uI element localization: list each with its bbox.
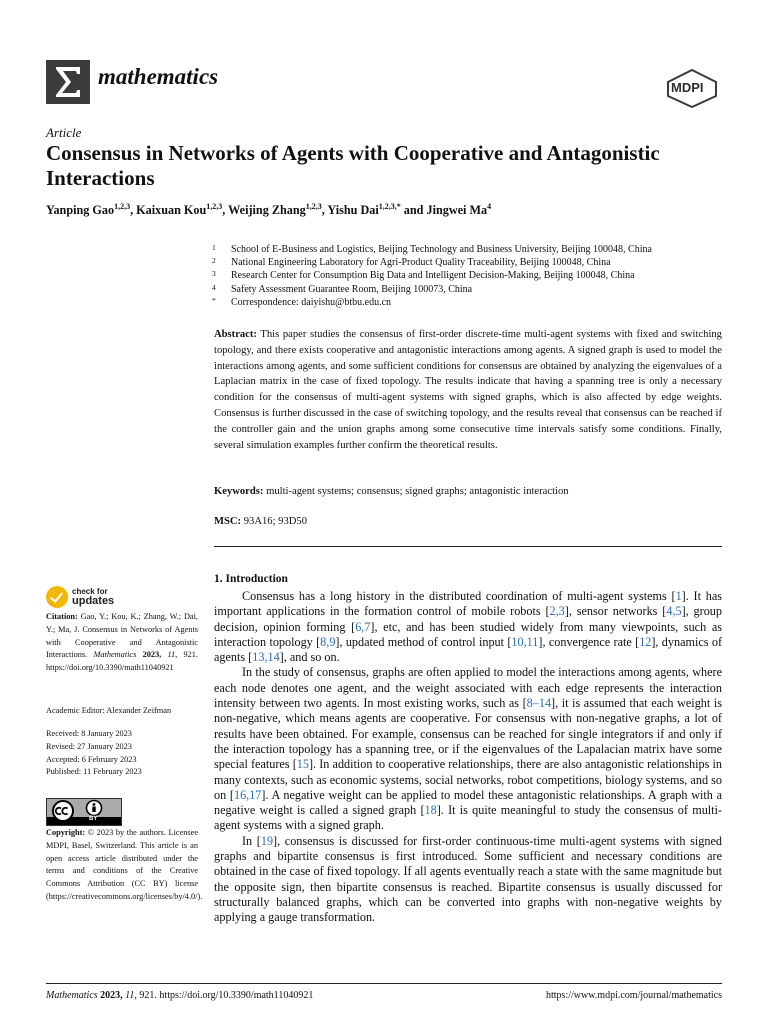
paragraph bbox=[214, 589, 722, 665]
date-item: Accepted: 6 February 2023 bbox=[46, 754, 137, 764]
paragraph bbox=[214, 834, 722, 926]
msc-text: 93A16; 93D50 bbox=[243, 516, 308, 527]
reference-link[interactable]: 13,14 bbox=[252, 650, 280, 665]
citation-year: 2023, bbox=[142, 650, 162, 660]
paragraph-text: In [ bbox=[242, 833, 261, 848]
date-item: Published: 11 February 2023 bbox=[46, 767, 142, 777]
author-separator: , bbox=[321, 203, 328, 218]
reference-link[interactable]: 12 bbox=[639, 634, 652, 649]
footer-citation bbox=[46, 990, 313, 1001]
copyright-notice bbox=[46, 827, 203, 904]
affiliation-item bbox=[212, 256, 732, 269]
reference-link[interactable]: 19 bbox=[260, 833, 274, 848]
msc-codes bbox=[214, 514, 722, 530]
author-affiliation-marker: 1,2,3,* bbox=[378, 202, 401, 211]
footer-doi-link[interactable]: 921. https://doi.org/10.3390/math11040921 bbox=[139, 990, 314, 1001]
author-affiliation-marker: 1,2,3 bbox=[305, 202, 322, 211]
affiliation-text: Correspondence: daiyishu@btbu.edu.cn bbox=[231, 296, 392, 308]
check-line2: updates bbox=[72, 595, 115, 607]
affiliation-number: 2 bbox=[212, 256, 216, 266]
affiliation-number: 1 bbox=[212, 243, 216, 252]
citation-label: Citation: bbox=[46, 612, 78, 621]
paragraph-text: ]. In addition to cooperative relationships, there are also antagonistic relationships in many contexts, such as economic systems, social networks, robot competitions, biology systems, and so on [ bbox=[214, 757, 723, 802]
date-item: Revised: 27 January 2023 bbox=[46, 741, 132, 751]
introduction-body bbox=[214, 589, 722, 926]
footer-year: 2023, bbox=[100, 990, 123, 1001]
citation bbox=[46, 611, 198, 675]
keywords bbox=[214, 484, 722, 500]
abstract-label: Abstract: bbox=[214, 329, 257, 340]
keywords-label: Keywords: bbox=[214, 486, 264, 497]
paragraph-text: ]. It has important applications in the formation control of mobile robots [ bbox=[214, 589, 722, 619]
date-item: Received: 8 January 2023 bbox=[46, 729, 132, 738]
reference-link[interactable]: 16,17 bbox=[233, 787, 262, 802]
academic-editor: Academic Editor: Alexander Zeifman bbox=[46, 706, 172, 715]
journal-name: mathematics bbox=[98, 64, 219, 89]
mdpi-logo-text: MDPI bbox=[671, 80, 704, 95]
paragraph-text: ], sensor networks [ bbox=[564, 604, 667, 619]
author-list bbox=[46, 202, 726, 218]
citation-volume: 11, bbox=[167, 650, 178, 660]
article-type: Article bbox=[46, 125, 82, 140]
author-affiliation-marker: 1,2,3 bbox=[206, 202, 223, 211]
paragraph-text: ], etc, and has been studied widely from many viewpoints, such as interaction topology [ bbox=[214, 619, 722, 649]
author-affiliation-marker: 1,2,3 bbox=[114, 202, 131, 211]
reference-link[interactable]: 6,7 bbox=[355, 619, 371, 634]
affiliation-number: 3 bbox=[212, 269, 216, 279]
author-separator: , bbox=[222, 203, 229, 218]
section-divider bbox=[214, 546, 722, 547]
paragraph-text: ], consensus is discussed for first-order continuous-time multi-agent systems with signed graphs and bipartite consensus is first introduced. Some sufficient and necessary conditions are obtained in the case of fixed topology. If all agents eventually reach a state with the same magnitude but the opposite sign, then bipartite consensus is reached. Bipartite consensus is usually discussed for structurally balanced graphs, which can be converted into graphs with non-negative weights by applying a gauge transformation. bbox=[214, 833, 722, 925]
paragraph-text: ]. A negative weight can be applied to model these antagonistic relationships. A graph with a negative weight is called a signed graph [ bbox=[214, 787, 722, 818]
copyright-label: Copyright: bbox=[46, 828, 86, 837]
paragraph-text: ], dynamics of agents [ bbox=[214, 634, 723, 665]
author-name: Weijing Zhang bbox=[228, 203, 306, 218]
affiliation-item bbox=[212, 243, 732, 256]
footer-journal: Mathematics bbox=[46, 990, 98, 1001]
check-line1: check for bbox=[72, 587, 108, 596]
paragraph-text: ]. It is quite meaningful to study the consensus of multi-agent systems with a signed graph. bbox=[214, 803, 722, 833]
abstract bbox=[214, 327, 722, 453]
reference-link[interactable]: 4,5 bbox=[666, 604, 682, 619]
check-for-updates-button[interactable] bbox=[46, 585, 186, 609]
citation-doi-link[interactable]: 921. https://doi.org/10.3390/math11040921 bbox=[46, 650, 199, 673]
paragraph-text: ], updated method of control input [ bbox=[335, 634, 512, 649]
paper-title: Consensus in Networks of Agents with Cooperative and Antagonistic Interactions bbox=[46, 141, 660, 190]
affiliation-item bbox=[212, 296, 732, 309]
author-name: Yishu Dai bbox=[327, 203, 379, 218]
affiliation-item bbox=[212, 269, 732, 282]
reference-link[interactable]: 18 bbox=[424, 803, 437, 818]
paragraph bbox=[214, 665, 722, 833]
citation-text: Gao, Y.; Kou, K.; Zhang, W.; Dai, Y.; Ma, J. Consensus in Networks of Agents with Cooperative and Antagonistic Interactions. bbox=[46, 612, 198, 660]
license-badge-label: BY bbox=[89, 816, 98, 822]
author-separator: , bbox=[130, 203, 137, 218]
author-separator: and bbox=[400, 203, 427, 218]
footer-volume: 11, bbox=[125, 990, 137, 1001]
paragraph-text: Consensus has a long history in the distributed coordination of multi-agent systems [ bbox=[242, 589, 676, 603]
affiliation-text: School of E-Business and Logistics, Beijing Technology and Business University, Beijing 100048, China bbox=[231, 244, 652, 255]
copyright-text: © 2023 by the authors. Licensee MDPI, Basel, Switzerland. This article is an open access article distributed under the terms and conditions of the Creative Commons Attribution (CC BY) license (https://creativecommons.org/licenses/by/4.0/). bbox=[46, 828, 203, 901]
paragraph-text: In the study of consensus, graphs are often applied to model the interactions among agents, where each node denotes one agent, and the weight associated with each edge represents the interaction intensity between two agents. In most existing works, such as [ bbox=[214, 665, 722, 711]
cc-by-license-badge[interactable] bbox=[46, 798, 122, 826]
affiliation-number: * bbox=[212, 295, 216, 305]
mdpi-logo bbox=[666, 68, 718, 108]
author-name: Yanping Gao bbox=[46, 203, 115, 218]
reference-link[interactable]: 2,3 bbox=[549, 604, 565, 619]
affiliation-item bbox=[212, 283, 732, 296]
section-heading: 1. Introduction bbox=[214, 573, 288, 585]
reference-link[interactable]: 8,9 bbox=[320, 634, 336, 649]
affiliations bbox=[212, 243, 732, 309]
sigma-icon bbox=[53, 65, 83, 99]
paragraph-text: ], convergence rate [ bbox=[538, 634, 640, 649]
paragraph-text: ], and so on. bbox=[279, 650, 340, 665]
affiliation-text: Safety Assessment Guarantee Room, Beijing 100073, China bbox=[231, 283, 473, 295]
keywords-text: multi-agent systems; consensus; signed graphs; antagonistic interaction bbox=[266, 486, 569, 497]
reference-link[interactable]: 10,11 bbox=[511, 634, 539, 649]
publication-dates bbox=[46, 728, 198, 779]
footer-journal-url[interactable]: https://www.mdpi.com/journal/mathematics bbox=[546, 990, 722, 1001]
creative-commons-icon bbox=[47, 799, 121, 825]
affiliation-text: Research Center for Consumption Big Data and Intelligent Decision-Making, Beijing 100048, China bbox=[231, 270, 635, 282]
author-name: Kaixuan Kou bbox=[136, 203, 207, 218]
footer-divider bbox=[46, 983, 722, 984]
reference-link[interactable]: 8–14 bbox=[526, 696, 552, 711]
author-affiliation-marker: 4 bbox=[487, 202, 492, 211]
reference-link[interactable]: 1 bbox=[675, 589, 682, 603]
abstract-text: This paper studies the consensus of first-order discrete-time multi-agent systems with fixed and switching topology, and there exists cooperative and antagonistic interactions among agents. A signed graph is used to model the interactions among agents, and some sufficient conditions for consensus are obtained by analyzing the eigenvalues of a Laplacian matrix in the case of fixed topology. The results indicate that having a spanning tree is only a necessary condition for the consensus of multi-agent systems with signed graphs, which is also affected by edge weights. Consensus is further discussed in the case of switching topology, and the results reveal that consensus can be reached if the controller gain and the union graphs among some consecutive time intervals satisfy some conditions. Finally, several simulation examples further confirm the theoretical results. bbox=[214, 329, 722, 451]
journal-logo bbox=[46, 60, 90, 104]
affiliation-number: 4 bbox=[212, 282, 216, 292]
check-icon bbox=[46, 586, 68, 608]
msc-label: MSC: bbox=[214, 516, 242, 527]
citation-journal: Mathematics bbox=[93, 650, 137, 660]
affiliation-text: National Engineering Laboratory for Agri-Product Quality Traceability, Beijing 100048, China bbox=[231, 257, 611, 269]
author-name: Jingwei Ma bbox=[426, 203, 488, 218]
paragraph-text: ], it is assumed that each weight is non-negative, which means agents are cooperative. For consensus with non-negative graphs, a lot of results have been obtained. For example, consensus can be reached for single integrators if and only if the interaction topology has a spanning tree, or if the eigenvalues of the Lapalacian matrix have some special features [ bbox=[214, 696, 722, 772]
paragraph-text: ], group decision, opinion forming [ bbox=[214, 604, 722, 634]
reference-link[interactable]: 15 bbox=[296, 757, 309, 772]
